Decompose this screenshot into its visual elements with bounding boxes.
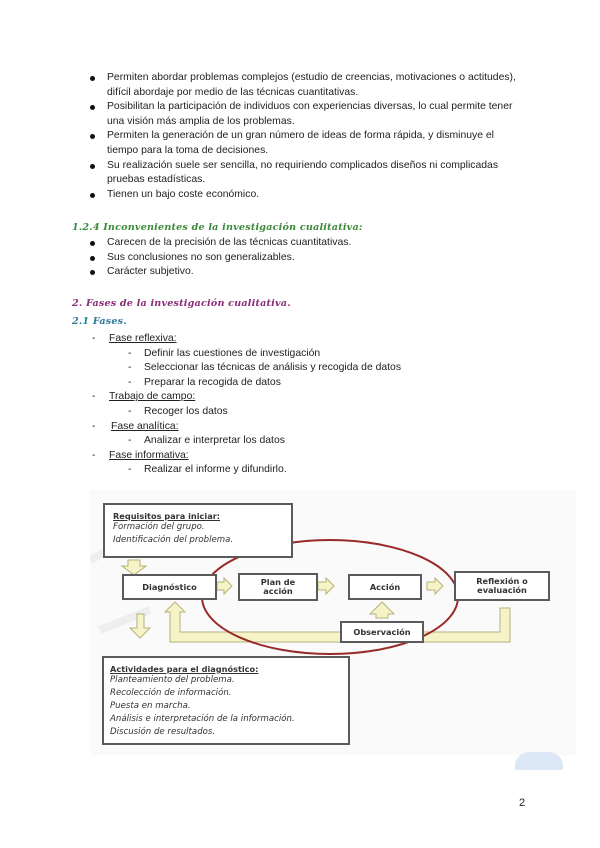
list-item: Posibilitan la participación de individuos con experiencias diversas, lo cual permite tener una visión más amplia de los problemas.: [107, 100, 527, 129]
phase-step-label: Preparar la recogida de datos: [144, 376, 281, 388]
list-item: Tienen un bajo coste económico.: [107, 188, 527, 203]
requisites-box: [103, 503, 293, 558]
arrow-to-plan: [217, 578, 232, 594]
reflexion-line2: evaluación: [477, 585, 527, 595]
up-arrow-observacion: [370, 602, 394, 618]
activities-line: Recolección de información.: [110, 688, 232, 698]
page-number: 2: [519, 797, 526, 809]
observacion-node: Observación: [340, 621, 424, 643]
activities-title: Actividades para el diagnóstico:: [110, 664, 259, 674]
phase-step-label: Seleccionar las técnicas de análisis y recogida de datos: [144, 362, 402, 374]
activities-line: Discusión de resultados.: [110, 727, 216, 737]
reflexion-line1: Reflexión o: [476, 576, 528, 586]
requisites-line: Identificación del problema.: [113, 535, 234, 545]
list-item: Sus conclusiones no son generalizables.: [107, 251, 527, 266]
activities-line: Puesta en marcha.: [110, 701, 191, 711]
phase-label: Trabajo de campo:: [109, 391, 196, 403]
section-heading-2: 2. Fases de la investigación cualitativa.: [72, 298, 291, 309]
section-heading-1-2-4: 1.2.4 Inconvenientes de la investigación cualitativa:: [72, 222, 363, 233]
document-page: Permiten abordar problemas complejos (estudio de creencias, motivaciones o actitudes), difícil abordaje por medio de las técnicas cuantitativas. Posibilitan la participación de individuos con experiencias diversas, lo cual permite tener una visión más amplia de los problemas. Permiten la generación de un gran número de ideas de forma rápida, y disminuye el tiempo para la toma de decisiones. Su realización suele ser sencilla, no requiriendo complicados diseños ni complicadas pruebas estadísticas. Tienen un bajo coste económico. 1.2.4 Inconvenientes de la investigación cualitativa: Carecen de la precisión de las técnicas cuantitativas. Sus conclusiones no son generalizables. Carácter subjetivo. 2. Fases de la investigación cualitativa. 2.1 Fases. - Fase reflexiva: - Definir las cuestiones de investigación - Seleccionar las técnicas de análisis y recogida de datos - Preparar la recogida de datos - Trabajo de campo: - Recoger los datos - Fase analítica: - Analizar e interpretar los datos - Fase informativa: - Realizar el informe y difundirlo. Requisitos para iniciar: Formación del grupo. Identificación del problema. Diagnóstico Plan de acción Acción Reflexión o evaluación Observación Actividades para el diagnóstico: Planteamiento del problema. Recolección de información. Puesta en marcha. Análisis e interpretación de la información. Discusión de resultados. 2: [0, 0, 600, 848]
section-heading-2-1: 2.1 Fases.: [72, 316, 127, 327]
plan-line2: acción: [263, 586, 293, 596]
reflexion-node: [454, 571, 550, 601]
phase-step-label: Recoger los datos: [144, 405, 228, 417]
arrow-to-reflexion: [427, 578, 443, 594]
phase-label: Fase reflexiva:: [109, 333, 177, 344]
activities-box: [102, 656, 350, 745]
advantages-list: [107, 71, 527, 202]
phase-label: Fase analítica:: [111, 420, 179, 432]
phase-step-label: Definir las cuestiones de investigación: [144, 347, 321, 359]
list-item: Permiten abordar problemas complejos (estudio de creencias, motivaciones o actitudes), difícil abordaje por medio de las técnicas cuantitativas.: [107, 71, 527, 100]
down-arrow-requisites: [122, 560, 146, 575]
accion-node: Acción: [348, 574, 422, 600]
list-item: Su realización suele ser sencilla, no requiriendo complicados diseños ni complicadas pruebas estadísticas.: [107, 159, 527, 188]
diagnostico-node: Diagnóstico: [122, 574, 217, 600]
list-item: Carecen de la precisión de las técnicas cuantitativas.: [107, 236, 527, 251]
phase-label: Fase informativa:: [109, 449, 189, 461]
decorative-blob: [515, 752, 563, 770]
arrow-to-accion: [318, 578, 334, 594]
activities-line: Análisis e interpretación de la información.: [110, 714, 295, 724]
plan-node: [238, 573, 318, 601]
phase-step-label: Analizar e interpretar los datos: [144, 435, 285, 447]
phase-step-label: Realizar el informe y difundirlo.: [144, 464, 287, 476]
requisites-title: Requisitos para iniciar:: [113, 511, 221, 521]
plan-line1: Plan de: [260, 577, 296, 587]
activities-line: Planteamiento del problema.: [110, 675, 235, 685]
list-item: Permiten la generación de un gran número de ideas de forma rápida, y disminuye el tiempo para la toma de decisiones.: [107, 129, 527, 158]
requisites-line: Formación del grupo.: [113, 522, 205, 532]
list-item: Carácter subjetivo.: [107, 265, 527, 280]
disadvantages-list: [107, 236, 527, 280]
feedback-loop-arrow: [165, 602, 510, 642]
research-cycle-diagram: [90, 490, 576, 755]
